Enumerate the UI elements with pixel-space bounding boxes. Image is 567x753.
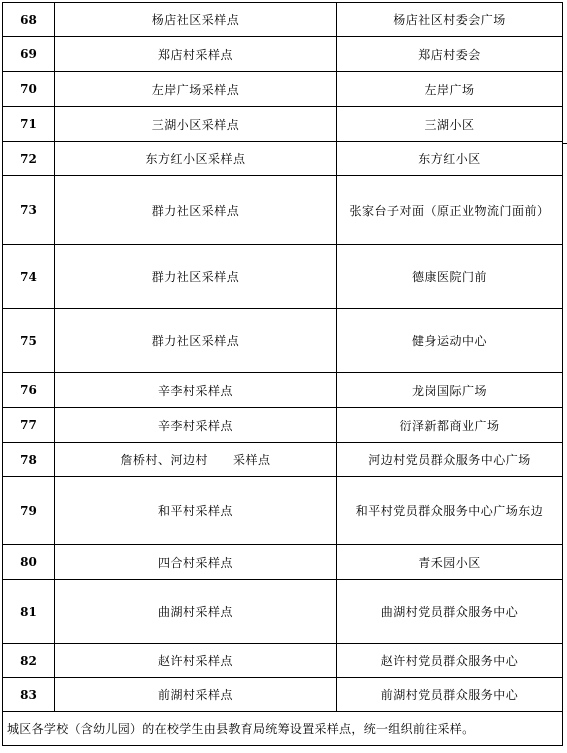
sampling-site-name: 詹桥村、河边村 采样点 bbox=[55, 443, 337, 477]
row-number: 71 bbox=[3, 107, 55, 142]
sampling-location: 郑店村委会 bbox=[337, 37, 563, 72]
row-number: 70 bbox=[3, 72, 55, 107]
page-edge-mark bbox=[562, 143, 567, 144]
sampling-location: 赵许村党员群众服务中心 bbox=[337, 644, 563, 678]
sampling-site-name: 群力社区采样点 bbox=[55, 309, 337, 373]
row-number: 80 bbox=[3, 545, 55, 580]
row-number: 73 bbox=[3, 176, 55, 245]
sampling-site-name: 四合村采样点 bbox=[55, 545, 337, 580]
sampling-location: 三湖小区 bbox=[337, 107, 563, 142]
row-number: 83 bbox=[3, 678, 55, 712]
sampling-site-name: 群力社区采样点 bbox=[55, 176, 337, 245]
sampling-site-name: 郑店村采样点 bbox=[55, 37, 337, 72]
table-row bbox=[3, 142, 563, 176]
sampling-site-name: 左岸广场采样点 bbox=[55, 72, 337, 107]
row-number: 81 bbox=[3, 580, 55, 644]
row-number: 78 bbox=[3, 443, 55, 477]
sampling-location: 河边村党员群众服务中心广场 bbox=[337, 443, 563, 477]
table-row bbox=[3, 580, 563, 644]
sampling-location: 曲湖村党员群众服务中心 bbox=[337, 580, 563, 644]
table-row bbox=[3, 408, 563, 443]
sampling-site-name: 东方红小区采样点 bbox=[55, 142, 337, 176]
sampling-location: 东方红小区 bbox=[337, 142, 563, 176]
footer-note: 城区各学校（含幼儿园）的在校学生由县教育局统筹设置采样点，统一组织前往采样。 bbox=[3, 712, 563, 746]
sampling-location: 健身运动中心 bbox=[337, 309, 563, 373]
sampling-site-name: 赵许村采样点 bbox=[55, 644, 337, 678]
table-row bbox=[3, 443, 563, 477]
table-row bbox=[3, 545, 563, 580]
row-number: 79 bbox=[3, 477, 55, 545]
row-number: 82 bbox=[3, 644, 55, 678]
row-number: 68 bbox=[3, 3, 55, 37]
table-row bbox=[3, 176, 563, 245]
sampling-site-name: 辛李村采样点 bbox=[55, 408, 337, 443]
sampling-site-name: 三湖小区采样点 bbox=[55, 107, 337, 142]
sampling-location: 青禾园小区 bbox=[337, 545, 563, 580]
sampling-site-name: 前湖村采样点 bbox=[55, 678, 337, 712]
table-row bbox=[3, 37, 563, 72]
table-row bbox=[3, 72, 563, 107]
sampling-site-name: 群力社区采样点 bbox=[55, 245, 337, 309]
sampling-site-name: 曲湖村采样点 bbox=[55, 580, 337, 644]
sampling-site-name: 杨店社区采样点 bbox=[55, 3, 337, 37]
sampling-sites-table bbox=[2, 2, 563, 746]
sampling-location: 衍泽新都商业广场 bbox=[337, 408, 563, 443]
sampling-location: 张家台子对面（原正业物流门面前） bbox=[337, 176, 563, 245]
table-row bbox=[3, 678, 563, 712]
row-number: 74 bbox=[3, 245, 55, 309]
sampling-location: 杨店社区村委会广场 bbox=[337, 3, 563, 37]
table-row bbox=[3, 107, 563, 142]
table-row bbox=[3, 245, 563, 309]
row-number: 69 bbox=[3, 37, 55, 72]
row-number: 75 bbox=[3, 309, 55, 373]
sampling-site-name: 辛李村采样点 bbox=[55, 373, 337, 408]
sampling-location: 德康医院门前 bbox=[337, 245, 563, 309]
table-row bbox=[3, 373, 563, 408]
table-row bbox=[3, 477, 563, 545]
sampling-sites-sheet bbox=[2, 2, 562, 746]
sampling-location: 左岸广场 bbox=[337, 72, 563, 107]
table-row bbox=[3, 3, 563, 37]
sampling-location: 前湖村党员群众服务中心 bbox=[337, 678, 563, 712]
row-number: 72 bbox=[3, 142, 55, 176]
footer-row bbox=[3, 712, 563, 746]
sampling-location: 和平村党员群众服务中心广场东边 bbox=[337, 477, 563, 545]
row-number: 77 bbox=[3, 408, 55, 443]
table-row bbox=[3, 644, 563, 678]
sampling-location: 龙岗国际广场 bbox=[337, 373, 563, 408]
row-number: 76 bbox=[3, 373, 55, 408]
sampling-site-name: 和平村采样点 bbox=[55, 477, 337, 545]
table-body bbox=[3, 3, 563, 746]
table-row bbox=[3, 309, 563, 373]
